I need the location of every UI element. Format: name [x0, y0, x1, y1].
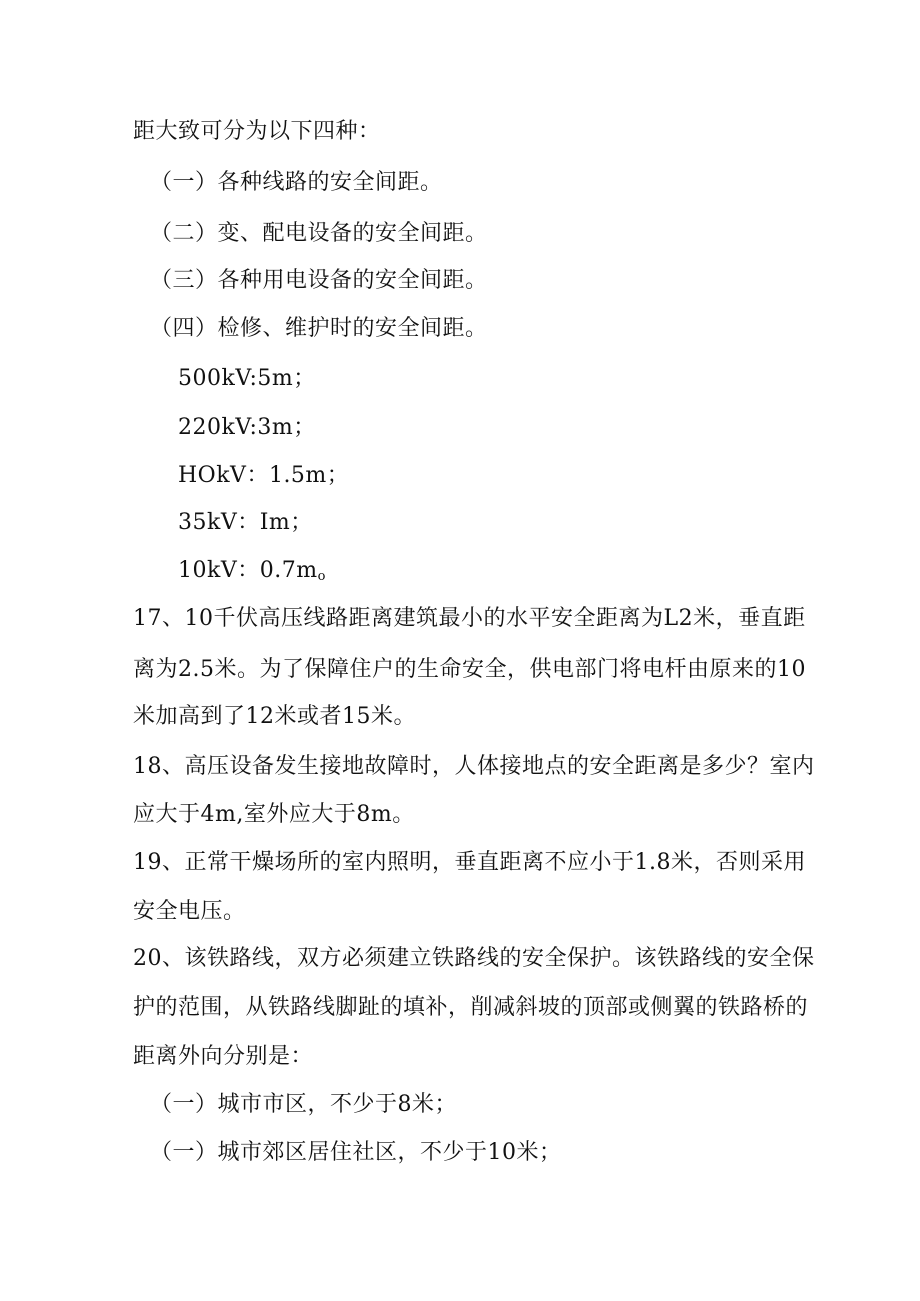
category-4: （四）检修、维护时的安全间距。 — [150, 316, 488, 341]
item-19-line-2: 安全电压。 — [133, 899, 246, 924]
category-1: （一）各种线路的安全间距。 — [150, 170, 443, 195]
voltage-110kv: HOkV：1.5m； — [178, 463, 350, 488]
item-19-line-1: 19、正常干燥场所的室内照明，垂直距离不应小于1.8米，否则采用 — [133, 850, 806, 875]
voltage-10kv-text: 10kV：0.7m — [178, 558, 318, 583]
item-20-line-2: 护的范围，从铁路线脚趾的填补，削减斜坡的顶部或侧翼的铁路桥的 — [133, 995, 809, 1020]
item-17-line-3: 米加高到了12米或者15米。 — [133, 704, 416, 729]
voltage-35kv: 35kV：Im； — [178, 510, 313, 535]
item-17-line-2: 离为2.5米。为了保障住户的生命安全，供电部门将电杆由原来的10 — [133, 657, 806, 682]
item-18-line-2: 应大于4m,室外应大于8m。 — [133, 802, 415, 827]
item-20-line-3: 距离外向分别是： — [133, 1044, 314, 1069]
category-3: （三）各种用电设备的安全间距。 — [150, 268, 488, 293]
voltage-500kv: 500kV:5m； — [178, 366, 316, 391]
voltage-220kv: 220kV:3m； — [178, 415, 316, 440]
item-20-line-1: 20、该铁路线，双方必须建立铁路线的安全保护。该铁路线的安全保 — [133, 946, 815, 971]
voltage-10kv-suffix: o — [317, 569, 326, 584]
intro-line: 距大致可分为以下四种： — [133, 119, 381, 144]
item-20-sub-b: （一）城市郊区居住社区，不少于10米； — [150, 1140, 562, 1165]
item-17-line-1: 17、10千伏高压线路距离建筑最小的水平安全距离为L2米，垂直距 — [133, 606, 806, 631]
category-2: （二）变、配电设备的安全间距。 — [150, 221, 488, 246]
item-20-sub-a: （一）城市市区，不少于8米； — [150, 1092, 457, 1117]
item-18-line-1: 18、高压设备发生接地故障时，人体接地点的安全距离是多少？室内 — [133, 754, 815, 779]
voltage-10kv — [178, 556, 326, 592]
